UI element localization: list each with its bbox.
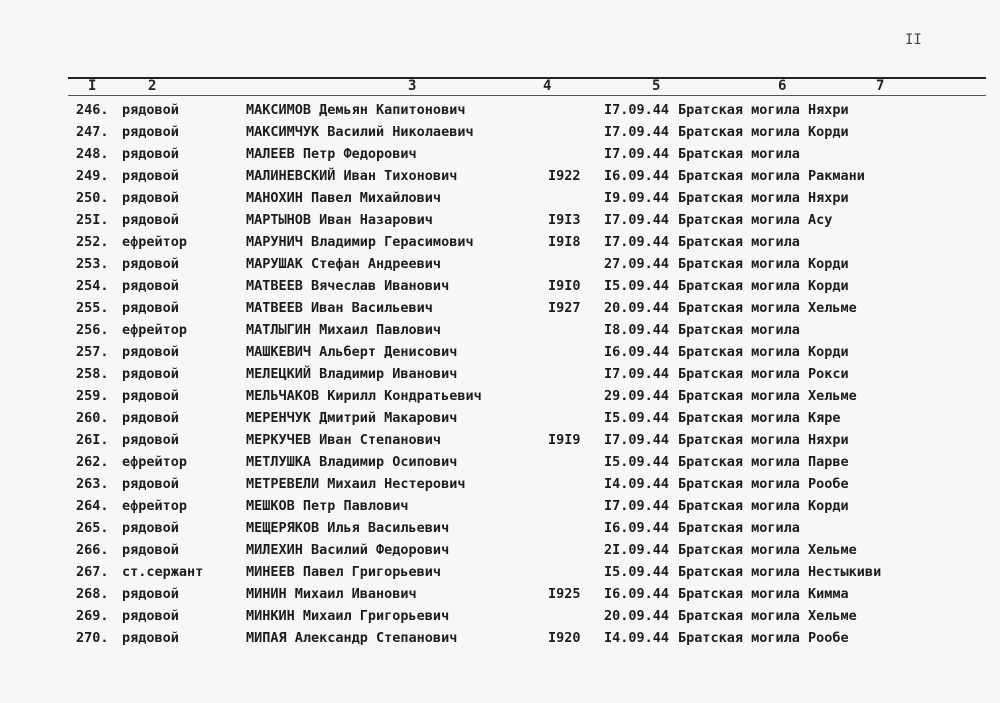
row-number: 247. xyxy=(76,124,109,140)
full-name: МИНИН Михаил Иванович xyxy=(246,586,417,602)
rank: рядовой xyxy=(122,212,179,228)
table-row xyxy=(0,320,1000,342)
full-name: МЕШКОВ Петр Павлович xyxy=(246,498,409,514)
table-row xyxy=(0,122,1000,144)
burial-place: Братская могила xyxy=(678,146,800,162)
rank: рядовой xyxy=(122,542,179,558)
table-row xyxy=(0,232,1000,254)
column-header-2: 2 xyxy=(148,78,157,94)
burial-place: Братская могила Нестыкиви xyxy=(678,564,882,580)
death-date: I5.09.44 xyxy=(604,278,670,294)
death-date: I5.09.44 xyxy=(604,454,670,470)
burial-place: Братская могила Рокси xyxy=(678,366,849,382)
table-row xyxy=(0,518,1000,540)
column-header-3: 3 xyxy=(408,78,417,94)
birth-year: I9I0 xyxy=(548,278,581,294)
birth-year: I9I3 xyxy=(548,212,581,228)
table-row xyxy=(0,386,1000,408)
burial-place: Братская могила Асу xyxy=(678,212,833,228)
row-number: 26I. xyxy=(76,432,109,448)
full-name: МАРТЫНОВ Иван Назарович xyxy=(246,212,433,228)
burial-place: Братская могила Кяре xyxy=(678,410,841,426)
rank: рядовой xyxy=(122,256,179,272)
full-name: МАТВЕЕВ Иван Васильевич xyxy=(246,300,433,316)
death-date: I6.09.44 xyxy=(604,168,670,184)
row-number: 253. xyxy=(76,256,109,272)
column-header-6: 6 xyxy=(778,78,787,94)
rank: ефрейтор xyxy=(122,498,188,514)
row-number: 262. xyxy=(76,454,109,470)
burial-place: Братская могила xyxy=(678,234,800,250)
row-number: 269. xyxy=(76,608,109,624)
death-date: 2I.09.44 xyxy=(604,542,670,558)
birth-year: I925 xyxy=(548,586,581,602)
row-number: 250. xyxy=(76,190,109,206)
table-row xyxy=(0,342,1000,364)
row-number: 264. xyxy=(76,498,109,514)
death-date: I7.09.44 xyxy=(604,146,670,162)
full-name: МЕТЛУШКА Владимир Осипович xyxy=(246,454,458,470)
death-date: I6.09.44 xyxy=(604,586,670,602)
rank: рядовой xyxy=(122,520,179,536)
table-header xyxy=(0,78,1000,96)
full-name: МАТЛЫГИН Михаил Павлович xyxy=(246,322,442,338)
table-row xyxy=(0,210,1000,232)
rank: рядовой xyxy=(122,388,179,404)
header-bottom-rule xyxy=(68,95,986,96)
table-row xyxy=(0,408,1000,430)
burial-place: Братская могила Няхри xyxy=(678,190,849,206)
row-number: 263. xyxy=(76,476,109,492)
table-row xyxy=(0,628,1000,650)
full-name: МАШКЕВИЧ Альберт Денисович xyxy=(246,344,458,360)
row-number: 260. xyxy=(76,410,109,426)
column-header-1: I xyxy=(88,78,97,94)
burial-place: Братская могила Няхри xyxy=(678,432,849,448)
row-number: 248. xyxy=(76,146,109,162)
row-number: 268. xyxy=(76,586,109,602)
burial-place: Братская могила Корди xyxy=(678,278,849,294)
row-number: 246. xyxy=(76,102,109,118)
death-date: I5.09.44 xyxy=(604,564,670,580)
burial-place: Братская могила Хельме xyxy=(678,608,857,624)
death-date: I9.09.44 xyxy=(604,190,670,206)
table-row xyxy=(0,562,1000,584)
death-date: I7.09.44 xyxy=(604,124,670,140)
full-name: МИНЕЕВ Павел Григорьевич xyxy=(246,564,442,580)
rank: ефрейтор xyxy=(122,322,188,338)
death-date: I7.09.44 xyxy=(604,366,670,382)
birth-year: I9I9 xyxy=(548,432,581,448)
table-row xyxy=(0,276,1000,298)
rank: рядовой xyxy=(122,300,179,316)
table-row xyxy=(0,144,1000,166)
full-name: МИНКИН Михаил Григорьевич xyxy=(246,608,450,624)
burial-place: Братская могила Корди xyxy=(678,256,849,272)
rank: рядовой xyxy=(122,476,179,492)
row-number: 254. xyxy=(76,278,109,294)
rank: рядовой xyxy=(122,190,179,206)
death-date: I7.09.44 xyxy=(604,234,670,250)
birth-year: I922 xyxy=(548,168,581,184)
burial-place: Братская могила Парве xyxy=(678,454,849,470)
table-row xyxy=(0,606,1000,628)
rank: ст.сержант xyxy=(122,564,204,580)
burial-place: Братская могила xyxy=(678,520,800,536)
burial-place: Братская могила Корди xyxy=(678,124,849,140)
row-number: 257. xyxy=(76,344,109,360)
table-row xyxy=(0,254,1000,276)
full-name: МАНОХИН Павел Михайлович xyxy=(246,190,442,206)
full-name: МАКСИМОВ Демьян Капитонович xyxy=(246,102,466,118)
rank: рядовой xyxy=(122,124,179,140)
full-name: МАЛИНЕВСКИЙ Иван Тихонович xyxy=(246,168,458,184)
burial-place: Братская могила Рообе xyxy=(678,476,849,492)
full-name: МИЛЕХИН Василий Федорович xyxy=(246,542,450,558)
table-row xyxy=(0,540,1000,562)
rank: рядовой xyxy=(122,146,179,162)
column-header-5: 5 xyxy=(652,78,661,94)
burial-place: Братская могила Кимма xyxy=(678,586,849,602)
rank: рядовой xyxy=(122,630,179,646)
full-name: МИПАЯ Александр Степанович xyxy=(246,630,458,646)
death-date: I4.09.44 xyxy=(604,630,670,646)
death-date: I8.09.44 xyxy=(604,322,670,338)
burial-place: Братская могила xyxy=(678,322,800,338)
death-date: I7.09.44 xyxy=(604,432,670,448)
table-row xyxy=(0,100,1000,122)
birth-year: I927 xyxy=(548,300,581,316)
burial-place: Братская могила Рообе xyxy=(678,630,849,646)
table-row xyxy=(0,584,1000,606)
full-name: МЕЩЕРЯКОВ Илья Васильевич xyxy=(246,520,450,536)
rank: рядовой xyxy=(122,410,179,426)
row-number: 270. xyxy=(76,630,109,646)
row-number: 267. xyxy=(76,564,109,580)
table-row xyxy=(0,188,1000,210)
death-date: I4.09.44 xyxy=(604,476,670,492)
table-row xyxy=(0,496,1000,518)
birth-year: I9I8 xyxy=(548,234,581,250)
table-row xyxy=(0,474,1000,496)
burial-place: Братская могила Хельме xyxy=(678,388,857,404)
rank: ефрейтор xyxy=(122,454,188,470)
death-date: I5.09.44 xyxy=(604,410,670,426)
rank: рядовой xyxy=(122,432,179,448)
table-row xyxy=(0,166,1000,188)
burial-place: Братская могила Корди xyxy=(678,498,849,514)
full-name: МЕЛЕЦКИЙ Владимир Иванович xyxy=(246,366,458,382)
death-date: 29.09.44 xyxy=(604,388,670,404)
row-number: 258. xyxy=(76,366,109,382)
burial-place: Братская могила Хельме xyxy=(678,300,857,316)
table-row xyxy=(0,364,1000,386)
birth-year: I920 xyxy=(548,630,581,646)
rank: рядовой xyxy=(122,278,179,294)
row-number: 265. xyxy=(76,520,109,536)
row-number: 249. xyxy=(76,168,109,184)
table-row xyxy=(0,452,1000,474)
death-date: I7.09.44 xyxy=(604,212,670,228)
full-name: МЕЛЬЧАКОВ Кирилл Кондратьевич xyxy=(246,388,482,404)
rank: рядовой xyxy=(122,168,179,184)
column-header-7: 7 xyxy=(876,78,885,94)
row-number: 256. xyxy=(76,322,109,338)
death-date: I6.09.44 xyxy=(604,344,670,360)
rank: рядовой xyxy=(122,344,179,360)
full-name: МЕРКУЧЕВ Иван Степанович xyxy=(246,432,442,448)
table-row xyxy=(0,430,1000,452)
rank: рядовой xyxy=(122,102,179,118)
full-name: МЕРЕНЧУК Дмитрий Макарович xyxy=(246,410,458,426)
full-name: МАЛЕЕВ Петр Федорович xyxy=(246,146,417,162)
burial-place: Братская могила Корди xyxy=(678,344,849,360)
burial-place: Братская могила Ракмани xyxy=(678,168,865,184)
death-date: 20.09.44 xyxy=(604,300,670,316)
death-date: 27.09.44 xyxy=(604,256,670,272)
record-list xyxy=(0,100,1000,650)
death-date: I7.09.44 xyxy=(604,498,670,514)
rank: рядовой xyxy=(122,608,179,624)
rank: рядовой xyxy=(122,586,179,602)
full-name: МЕТРЕВЕЛИ Михаил Нестерович xyxy=(246,476,466,492)
rank: рядовой xyxy=(122,366,179,382)
column-header-4: 4 xyxy=(543,78,552,94)
row-number: 252. xyxy=(76,234,109,250)
full-name: МАКСИМЧУК Василий Николаевич xyxy=(246,124,474,140)
burial-place: Братская могила Няхри xyxy=(678,102,849,118)
row-number: 266. xyxy=(76,542,109,558)
full-name: МАРУШАК Стефан Андреевич xyxy=(246,256,442,272)
row-number: 255. xyxy=(76,300,109,316)
death-date: 20.09.44 xyxy=(604,608,670,624)
full-name: МАРУНИЧ Владимир Герасимович xyxy=(246,234,474,250)
full-name: МАТВЕЕВ Вячеслав Иванович xyxy=(246,278,450,294)
death-date: I6.09.44 xyxy=(604,520,670,536)
table-row xyxy=(0,298,1000,320)
page-number: II xyxy=(905,32,922,48)
row-number: 25I. xyxy=(76,212,109,228)
death-date: I7.09.44 xyxy=(604,102,670,118)
rank: ефрейтор xyxy=(122,234,188,250)
row-number: 259. xyxy=(76,388,109,404)
burial-place: Братская могила Хельме xyxy=(678,542,857,558)
